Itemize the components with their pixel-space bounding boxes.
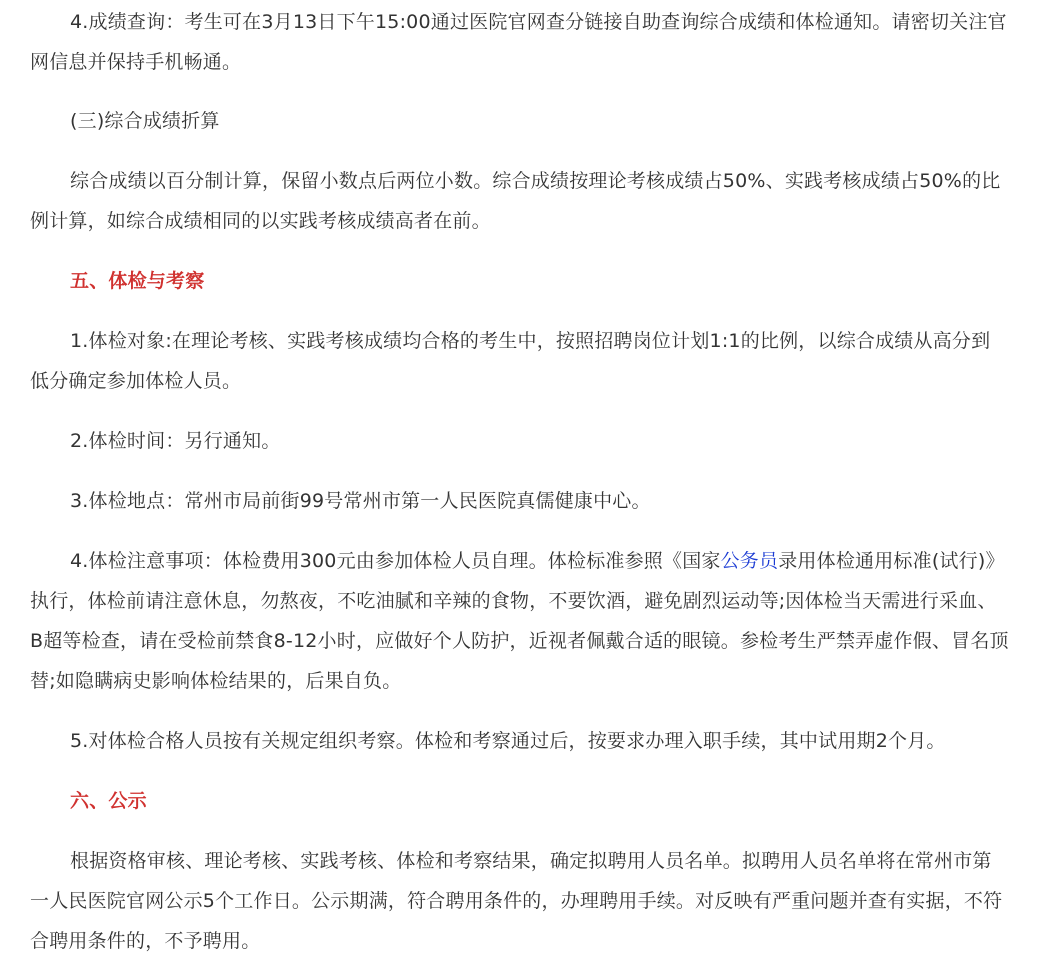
- paragraph-publicity: 根据资格审核、理论考核、实践考核、体检和考察结果，确定拟聘用人员名单。拟聘用人员名单将在常州市第一人民医院官网公示5个工作日。公示期满，符合聘用条件的，办理聘用手续。对反映有严重问题并查有实据，不符合聘用条件的，不予聘用。: [30, 850, 1003, 952]
- civil-servant-link[interactable]: 公务员: [720, 550, 779, 572]
- paragraph-score-calc: 综合成绩以百分制计算，保留小数点后两位小数。综合成绩按理论考核成绩占50%、实践考核成绩占50%的比例计算，如综合成绩相同的以实践考核成绩高者在前。: [30, 170, 1001, 232]
- paragraph-exam-notes: [30, 541, 1009, 701]
- paragraph-exam-time: 2.体检时间：另行通知。: [70, 430, 281, 452]
- paragraph-inspection: 5.对体检合格人员按有关规定组织考察。体检和考察通过后，按要求办理入职手续，其中试用期2个月。: [70, 730, 946, 752]
- section-heading-publicity: 六、公示: [70, 790, 147, 812]
- paragraph-exam-target: 1.体检对象:在理论考核、实践考核成绩均合格的考生中，按照招聘岗位计划1:1的比例，以综合成绩从高分到低分确定参加体检人员。: [30, 330, 991, 392]
- article-body: [0, 2, 1049, 971]
- paragraph-exam-place: 3.体检地点：常州市局前街99号常州市第一人民医院真儒健康中心。: [70, 490, 651, 512]
- section-heading-physical-exam: 五、体检与考察: [70, 270, 205, 292]
- paragraph-score-query: 4.成绩查询：考生可在3月13日下午15:00通过医院官网查分链接自助查询综合成绩和体检通知。请密切关注官网信息并保持手机畅通。: [30, 11, 1007, 73]
- exam-notes-text-before: 4.体检注意事项：体检费用300元由参加体检人员自理。体检标准参照《国家: [70, 550, 721, 572]
- subsection-heading-score-calc: (三)综合成绩折算: [70, 110, 220, 132]
- exam-notes-text-after: 录用体检通用标准(试行)》执行，体检前请注意休息，勿熬夜，不吃油腻和辛辣的食物，不要饮酒，避免剧烈运动等;因体检当天需进行采血、B超等检查，请在受检前禁食8-12小时，应做好个人防护，近视者佩戴合适的眼镜。参检考生严禁弄虚作假、冒名顶替;如隐瞒病史影响体检结果的，后果自负。: [30, 550, 1009, 692]
